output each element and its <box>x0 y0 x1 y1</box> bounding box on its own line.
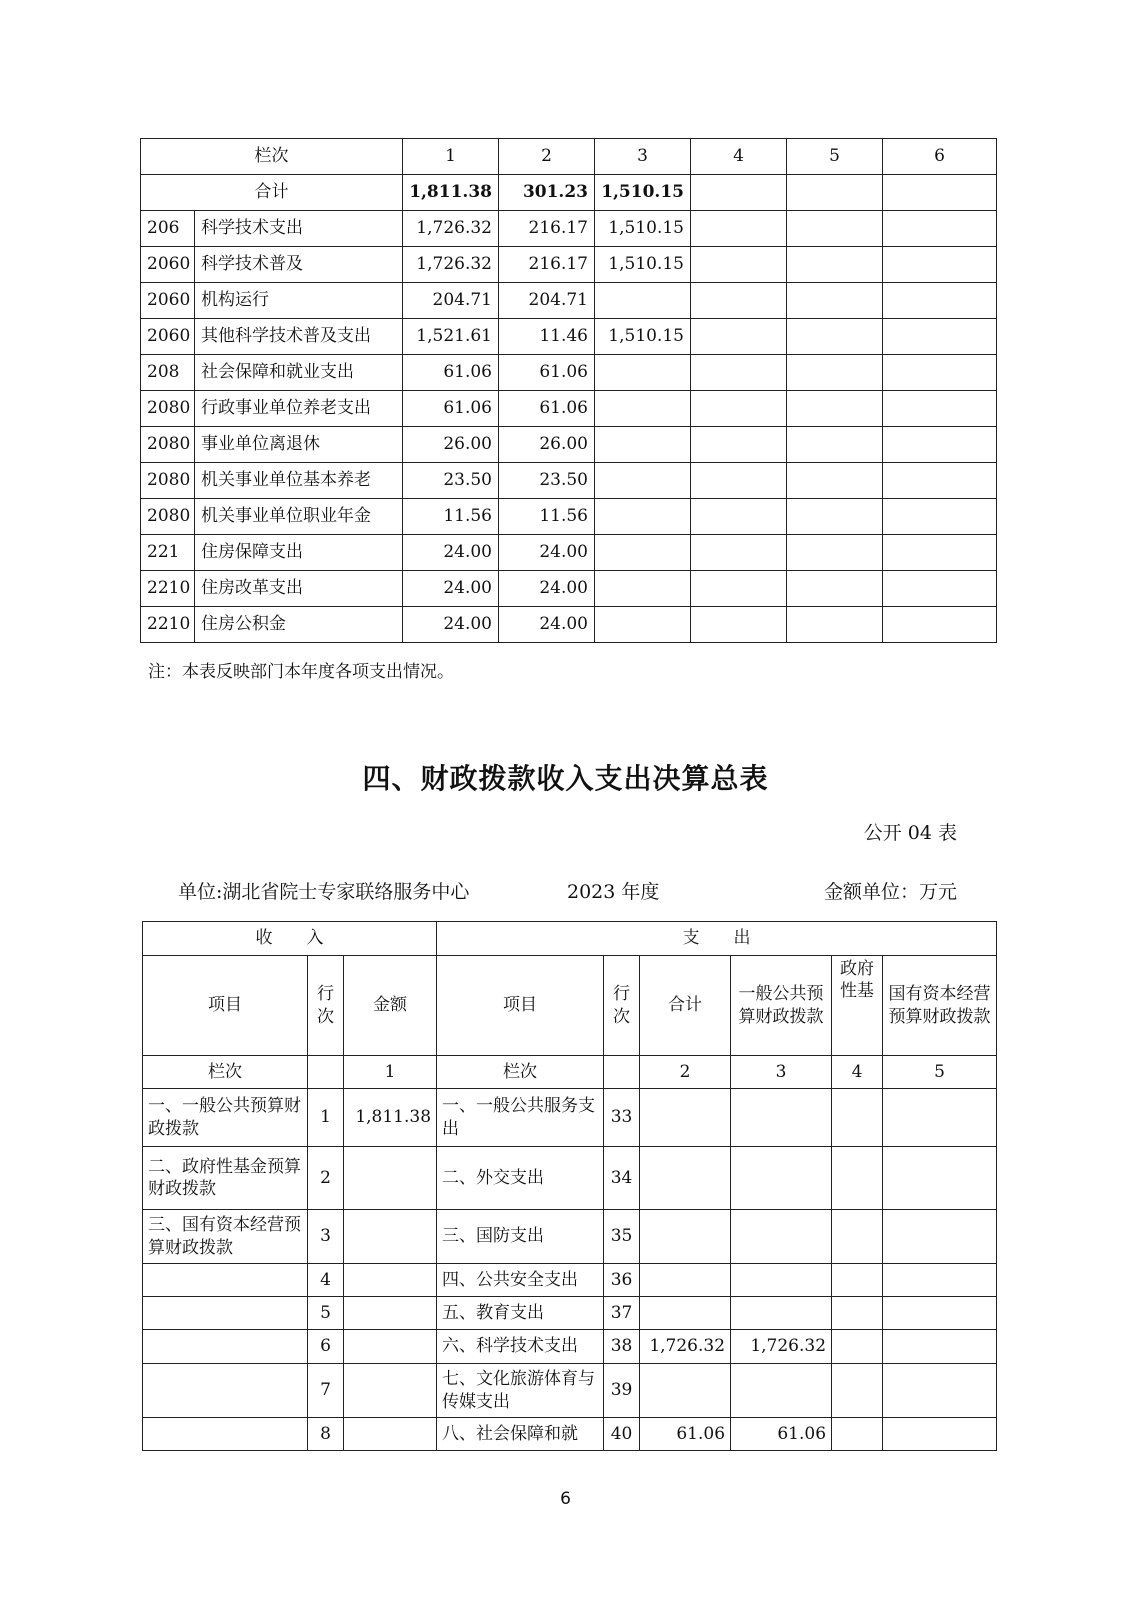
value-cell: 1,510.15 <box>595 247 691 283</box>
income-amount-header: 金额 <box>344 956 437 1056</box>
expense-total-cell <box>640 1297 731 1330</box>
subject-code-cell: 206 <box>141 211 195 247</box>
expense-line-cell: 33 <box>604 1089 640 1147</box>
value-cell <box>691 535 787 571</box>
value-cell <box>787 607 883 643</box>
table-row <box>141 319 997 355</box>
expense-item-header: 项目 <box>437 956 604 1056</box>
value-cell: 24.00 <box>403 607 499 643</box>
value-cell <box>787 355 883 391</box>
total-value-cell <box>691 175 787 211</box>
expense-total-cell: 61.06 <box>640 1418 731 1451</box>
table-row <box>143 1089 997 1147</box>
value-cell <box>691 319 787 355</box>
value-cell <box>691 391 787 427</box>
income-item-cell <box>143 1297 308 1330</box>
expense-gov-cell <box>832 1210 883 1264</box>
table-row <box>143 1147 997 1210</box>
expense-general-cell <box>731 1264 832 1297</box>
table-row <box>141 211 997 247</box>
expense-general-cell <box>731 1089 832 1147</box>
income-line-cell: 6 <box>308 1330 344 1364</box>
value-cell <box>787 427 883 463</box>
value-cell: 11.56 <box>499 499 595 535</box>
expense-state-cell <box>883 1210 997 1264</box>
expense-general-cell <box>731 1210 832 1264</box>
value-cell: 204.71 <box>403 283 499 319</box>
column-number-cell: 4 <box>691 139 787 175</box>
subject-code-cell: 2080 <box>141 391 195 427</box>
income-line-cell: 2 <box>308 1147 344 1210</box>
table-row <box>141 355 997 391</box>
total-value-cell: 1,510.15 <box>595 175 691 211</box>
income-item-cell: 一、一般公共预算财政拨款 <box>143 1089 308 1147</box>
total-value-cell: 1,811.38 <box>403 175 499 211</box>
expense-line-cell: 38 <box>604 1330 640 1364</box>
expense-gov-cell <box>832 1330 883 1364</box>
section-header-row <box>143 922 997 956</box>
value-cell <box>595 391 691 427</box>
value-cell <box>691 355 787 391</box>
value-cell: 23.50 <box>499 463 595 499</box>
table-row <box>143 1297 997 1330</box>
value-cell <box>787 535 883 571</box>
expense-column-label-cell: 栏次 <box>437 1056 604 1089</box>
expense-total-cell <box>640 1147 731 1210</box>
expense-general-header: 一般公共预算财政拨款 <box>731 956 832 1056</box>
expense-line-cell: 40 <box>604 1418 640 1451</box>
subject-name-cell: 住房改革支出 <box>195 571 403 607</box>
value-cell <box>595 427 691 463</box>
subject-code-cell: 208 <box>141 355 195 391</box>
value-cell: 216.17 <box>499 247 595 283</box>
expense-total-cell <box>640 1264 731 1297</box>
expense-item-cell: 三、国防支出 <box>437 1210 604 1264</box>
expense-state-cell <box>883 1364 997 1418</box>
value-cell: 1,726.32 <box>403 247 499 283</box>
table-row <box>143 1364 997 1418</box>
expense-line-cell: 37 <box>604 1297 640 1330</box>
expense-general-cell: 61.06 <box>731 1418 832 1451</box>
value-cell: 1,521.61 <box>403 319 499 355</box>
value-cell <box>595 607 691 643</box>
empty-cell <box>604 1056 640 1089</box>
value-cell <box>691 607 787 643</box>
income-line-cell: 7 <box>308 1364 344 1418</box>
table-row <box>141 247 997 283</box>
table-row <box>141 283 997 319</box>
value-cell <box>691 247 787 283</box>
section-title: 四、财政拨款收入支出决算总表 <box>362 762 769 795</box>
empty-cell <box>308 1056 344 1089</box>
value-cell: 216.17 <box>499 211 595 247</box>
column-number-cell: 3 <box>595 139 691 175</box>
subject-name-cell: 住房公积金 <box>195 607 403 643</box>
column-number-cell: 4 <box>832 1056 883 1089</box>
subject-code-cell: 2080 <box>141 499 195 535</box>
expense-total-cell <box>640 1210 731 1264</box>
value-cell <box>883 211 997 247</box>
table-row <box>141 463 997 499</box>
column-header-row <box>143 956 997 1056</box>
value-cell <box>595 283 691 319</box>
value-cell <box>883 427 997 463</box>
expense-item-cell: 八、社会保障和就 <box>437 1418 604 1451</box>
expense-line-cell: 35 <box>604 1210 640 1264</box>
expense-gov-cell <box>832 1364 883 1418</box>
income-amount-cell <box>344 1210 437 1264</box>
expense-gov-cell <box>832 1147 883 1210</box>
subject-code-cell: 2080 <box>141 427 195 463</box>
expense-state-cell <box>883 1089 997 1147</box>
table-row <box>141 571 997 607</box>
value-cell: 204.71 <box>499 283 595 319</box>
subject-name-cell: 科学技术普及 <box>195 247 403 283</box>
value-cell: 61.06 <box>499 355 595 391</box>
subject-name-cell: 机关事业单位基本养老 <box>195 463 403 499</box>
table-row <box>141 391 997 427</box>
value-cell: 26.00 <box>499 427 595 463</box>
expense-state-cell <box>883 1297 997 1330</box>
value-cell <box>787 211 883 247</box>
column-number-cell: 5 <box>883 1056 997 1089</box>
income-amount-cell <box>344 1364 437 1418</box>
total-value-cell <box>787 175 883 211</box>
income-line-cell: 8 <box>308 1418 344 1451</box>
expense-gov-cell <box>832 1089 883 1147</box>
expense-total-header: 合计 <box>640 956 731 1056</box>
expense-gov-fund-header: 政府性基 <box>832 956 883 1056</box>
value-cell: 23.50 <box>403 463 499 499</box>
income-line-cell: 4 <box>308 1264 344 1297</box>
column-number-cell: 3 <box>731 1056 832 1089</box>
table-row <box>141 499 997 535</box>
value-cell: 1,726.32 <box>403 211 499 247</box>
subject-name-cell: 住房保障支出 <box>195 535 403 571</box>
value-cell <box>883 391 997 427</box>
expense-general-cell <box>731 1297 832 1330</box>
total-value-cell <box>883 175 997 211</box>
table-row <box>141 535 997 571</box>
subject-name-cell: 机关事业单位职业年金 <box>195 499 403 535</box>
value-cell <box>691 283 787 319</box>
value-cell <box>691 427 787 463</box>
column-number-cell: 2 <box>640 1056 731 1089</box>
subject-name-cell: 机构运行 <box>195 283 403 319</box>
value-cell <box>691 571 787 607</box>
table-note: 注：本表反映部门本年度各项支出情况。 <box>148 662 454 682</box>
expense-total-cell: 1,726.32 <box>640 1330 731 1364</box>
expense-general-cell: 1,726.32 <box>731 1330 832 1364</box>
value-cell <box>883 571 997 607</box>
subject-code-cell: 2210 <box>141 607 195 643</box>
total-row <box>141 175 997 211</box>
value-cell <box>595 355 691 391</box>
table-code: 公开 04 表 <box>863 822 957 844</box>
year-label: 2023 年度 <box>567 881 660 903</box>
subject-code-cell: 2060 <box>141 283 195 319</box>
income-line-header: 行次 <box>308 956 344 1056</box>
expense-state-cell <box>883 1264 997 1297</box>
value-cell <box>787 391 883 427</box>
expense-state-capital-header: 国有资本经营预算财政拨款 <box>883 956 997 1056</box>
value-cell <box>595 463 691 499</box>
value-cell <box>883 355 997 391</box>
value-cell: 61.06 <box>499 391 595 427</box>
expense-line-header: 行次 <box>604 956 640 1056</box>
value-cell <box>787 499 883 535</box>
subject-name-cell: 社会保障和就业支出 <box>195 355 403 391</box>
total-label-cell: 合计 <box>141 175 403 211</box>
table-row <box>143 1264 997 1297</box>
column-number-cell: 1 <box>403 139 499 175</box>
expense-general-cell <box>731 1147 832 1210</box>
income-item-cell: 三、国有资本经营预算财政拨款 <box>143 1210 308 1264</box>
value-cell <box>883 247 997 283</box>
value-cell: 24.00 <box>403 535 499 571</box>
column-number-row <box>141 139 997 175</box>
value-cell <box>691 463 787 499</box>
expense-line-cell: 39 <box>604 1364 640 1418</box>
expenditure-detail-table <box>140 138 997 643</box>
value-cell <box>787 571 883 607</box>
expense-item-cell: 二、外交支出 <box>437 1147 604 1210</box>
value-cell <box>787 463 883 499</box>
table-row <box>141 607 997 643</box>
value-cell <box>883 283 997 319</box>
expense-general-cell <box>731 1364 832 1418</box>
value-cell: 1,510.15 <box>595 319 691 355</box>
expense-state-cell <box>883 1147 997 1210</box>
subject-code-cell: 2210 <box>141 571 195 607</box>
value-cell: 24.00 <box>403 571 499 607</box>
expense-state-cell <box>883 1418 997 1451</box>
value-cell <box>595 571 691 607</box>
column-number-cell: 5 <box>787 139 883 175</box>
table-row <box>143 1418 997 1451</box>
subject-code-cell: 2060 <box>141 319 195 355</box>
expense-header-cell: 支 出 <box>437 922 997 956</box>
value-cell <box>883 463 997 499</box>
expense-gov-cell <box>832 1264 883 1297</box>
expense-gov-cell <box>832 1418 883 1451</box>
expense-item-cell: 四、公共安全支出 <box>437 1264 604 1297</box>
income-line-cell: 1 <box>308 1089 344 1147</box>
income-amount-cell <box>344 1330 437 1364</box>
expense-total-cell <box>640 1089 731 1147</box>
income-item-cell <box>143 1330 308 1364</box>
expense-item-cell: 一、一般公共服务支出 <box>437 1089 604 1147</box>
income-item-cell <box>143 1264 308 1297</box>
expense-line-cell: 34 <box>604 1147 640 1210</box>
table-row <box>141 427 997 463</box>
value-cell <box>787 247 883 283</box>
value-cell: 11.56 <box>403 499 499 535</box>
income-item-header: 项目 <box>143 956 308 1056</box>
subject-name-cell: 行政事业单位养老支出 <box>195 391 403 427</box>
income-amount-cell: 1,811.38 <box>344 1089 437 1147</box>
subject-name-cell: 其他科学技术普及支出 <box>195 319 403 355</box>
column-number-cell: 1 <box>344 1056 437 1089</box>
income-column-label-cell: 栏次 <box>143 1056 308 1089</box>
value-cell: 61.06 <box>403 355 499 391</box>
amount-unit-label: 金额单位：万元 <box>823 881 957 903</box>
income-item-cell <box>143 1418 308 1451</box>
value-cell: 24.00 <box>499 607 595 643</box>
subject-name-cell: 事业单位离退休 <box>195 427 403 463</box>
value-cell: 11.46 <box>499 319 595 355</box>
income-header-cell: 收 入 <box>143 922 437 956</box>
page-number: 6 <box>560 1489 571 1509</box>
subject-code-cell: 221 <box>141 535 195 571</box>
table-row <box>143 1330 997 1364</box>
expense-total-cell <box>640 1364 731 1418</box>
value-cell <box>691 499 787 535</box>
value-cell <box>883 499 997 535</box>
value-cell <box>691 211 787 247</box>
expense-state-cell <box>883 1330 997 1364</box>
total-value-cell: 301.23 <box>499 175 595 211</box>
column-number-cell: 2 <box>499 139 595 175</box>
value-cell <box>883 607 997 643</box>
expense-item-cell: 七、文化旅游体育与传媒支出 <box>437 1364 604 1418</box>
income-amount-cell <box>344 1418 437 1451</box>
subject-name-cell: 科学技术支出 <box>195 211 403 247</box>
income-line-cell: 3 <box>308 1210 344 1264</box>
column-label-cell: 栏次 <box>141 139 403 175</box>
income-amount-cell <box>344 1147 437 1210</box>
column-number-row <box>143 1056 997 1089</box>
income-line-cell: 5 <box>308 1297 344 1330</box>
value-cell <box>883 535 997 571</box>
value-cell <box>595 499 691 535</box>
column-number-cell: 6 <box>883 139 997 175</box>
value-cell: 24.00 <box>499 571 595 607</box>
value-cell <box>787 319 883 355</box>
subject-code-cell: 2080 <box>141 463 195 499</box>
value-cell <box>883 319 997 355</box>
subject-code-cell: 2060 <box>141 247 195 283</box>
expense-item-cell: 五、教育支出 <box>437 1297 604 1330</box>
value-cell: 1,510.15 <box>595 211 691 247</box>
income-amount-cell <box>344 1264 437 1297</box>
table-row <box>143 1210 997 1264</box>
unit-label: 单位:湖北省院士专家联络服务中心 <box>178 881 470 903</box>
value-cell <box>595 535 691 571</box>
value-cell: 24.00 <box>499 535 595 571</box>
value-cell: 26.00 <box>403 427 499 463</box>
income-item-cell <box>143 1364 308 1418</box>
value-cell <box>787 283 883 319</box>
value-cell: 61.06 <box>403 391 499 427</box>
expense-gov-cell <box>832 1297 883 1330</box>
fiscal-appropriation-summary-table <box>142 921 997 1451</box>
expense-item-cell: 六、科学技术支出 <box>437 1330 604 1364</box>
income-amount-cell <box>344 1297 437 1330</box>
expense-line-cell: 36 <box>604 1264 640 1297</box>
income-item-cell: 二、政府性基金预算财政拨款 <box>143 1147 308 1210</box>
